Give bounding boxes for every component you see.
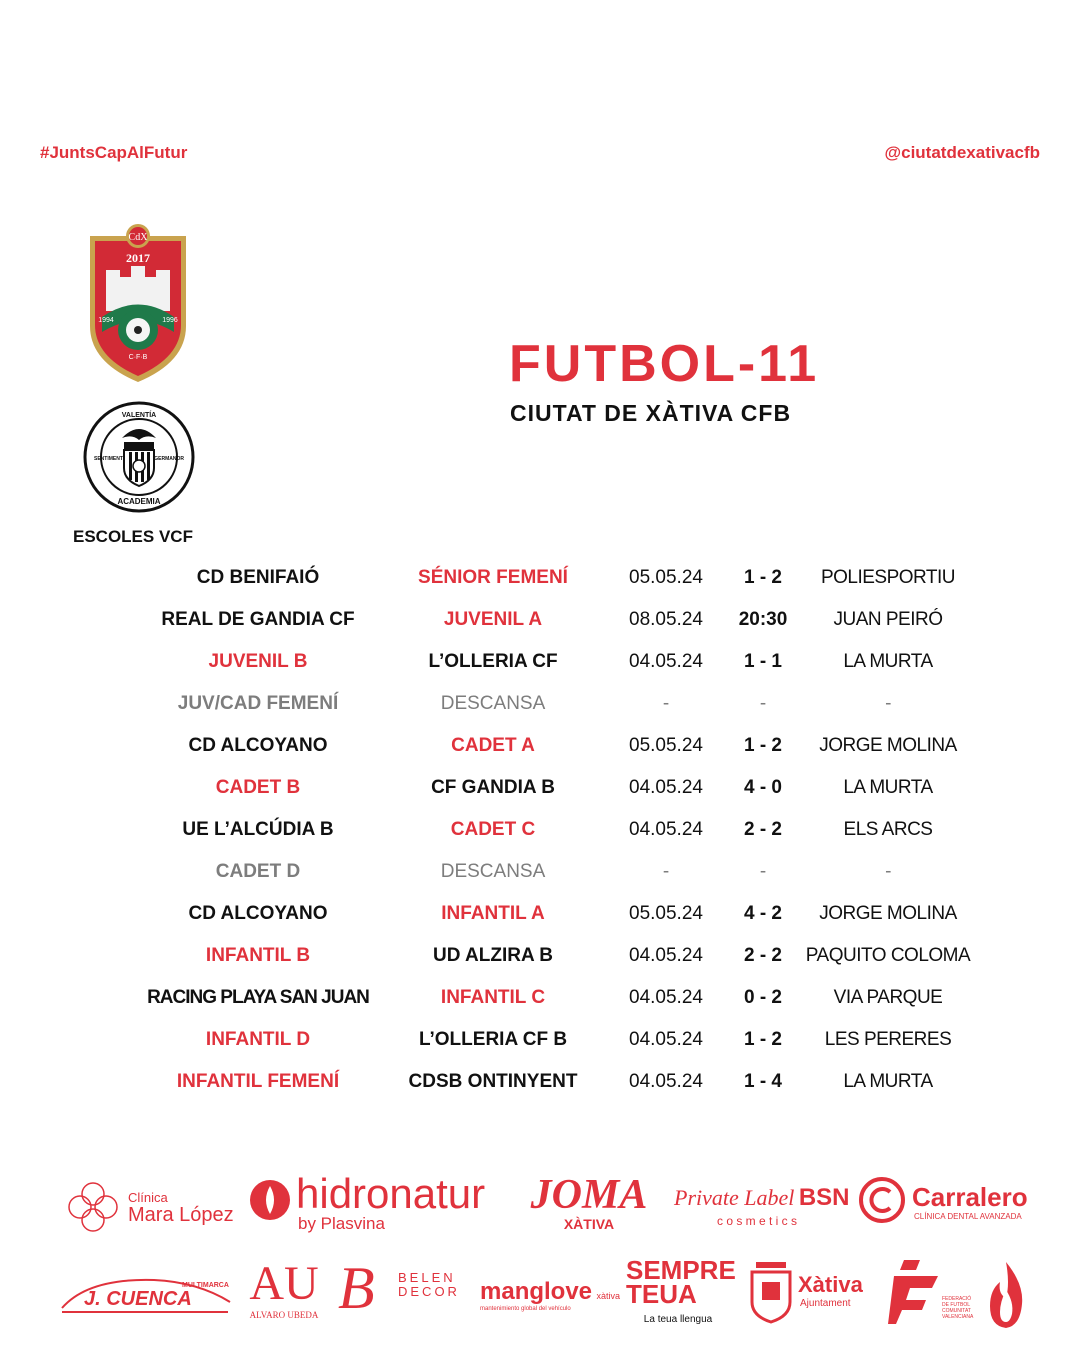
sponsor-joma-logo: JOMA XÀTIVA xyxy=(530,1172,648,1232)
match-row xyxy=(0,725,1080,767)
match-row xyxy=(0,641,1080,683)
away-team: DESCANSA xyxy=(440,861,546,882)
match-venue: POLIESPORTIU xyxy=(820,567,956,588)
match-venue: - xyxy=(885,861,891,882)
home-team: INFANTIL D xyxy=(205,1029,311,1050)
match-row xyxy=(0,1061,1080,1103)
sponsor-ffcv-logo: FEDERACIÓ DE FUTBOL COMUNITAT VALENCIANA xyxy=(888,1256,968,1326)
home-team: RACING PLAYA SAN JUAN xyxy=(147,987,369,1008)
home-team: CD ALCOYANO xyxy=(188,903,328,924)
vcf-academy-badge xyxy=(82,400,196,514)
away-team: DESCANSA xyxy=(440,693,546,714)
match-date: 04.05.24 xyxy=(629,1071,703,1092)
match-score: 4 - 0 xyxy=(743,777,783,798)
match-row xyxy=(0,977,1080,1019)
away-team: CF GANDIA B xyxy=(431,777,555,798)
match-row xyxy=(0,809,1080,851)
home-team: JUV/CAD FEMENÍ xyxy=(177,693,339,714)
sponsor-cuenca-logo: J. CUENCA MULTIMARCA xyxy=(58,1272,234,1322)
sponsor-sempre-teua-logo: SEMPRE TEUA La teua llengua xyxy=(626,1255,736,1325)
match-row xyxy=(0,1019,1080,1061)
social-handle: @ciutatdexativacfb xyxy=(884,143,1040,162)
crest-years-right: 1996 xyxy=(162,317,178,324)
match-date: 05.05.24 xyxy=(629,567,703,588)
match-score: 2 - 2 xyxy=(743,819,783,840)
match-score: 4 - 2 xyxy=(743,903,783,924)
badge-ring-bottom: ACADEMIA xyxy=(117,497,161,506)
match-date: 04.05.24 xyxy=(629,987,703,1008)
home-team: UE L’ALCÚDIA B xyxy=(182,819,334,840)
match-date: 04.05.24 xyxy=(629,651,703,672)
match-venue: LA MURTA xyxy=(843,777,933,798)
match-score: 1 - 1 xyxy=(743,651,783,672)
page-subtitle: CIUTAT DE XÀTIVA CFB xyxy=(510,400,792,426)
away-team: CDSB ONTINYENT xyxy=(408,1071,578,1092)
badge-ring-right: GERMANOR xyxy=(154,456,184,462)
sponsors-strip: Clínica Mara López hidronatur by Plasvina JOMA XÀTIVA Private Label BSN c o s m e t i c s Carralero CLÍNICA DENTAL AVANZADA J. CUENCA MULTIMARCA AU ALVARO UBEDA B BELEN DECOR manglove xàtiva mantenimiento global del vehículo SEMPRE TEUA La teua llengua Xàtiva Ajuntament FEDERACIÓ DE FUTBOL COMUNITAT VALENCIANA xyxy=(0,1160,1080,1350)
page-title: FUTBOL-11 xyxy=(509,335,820,393)
match-date: 05.05.24 xyxy=(629,735,703,756)
match-date: 08.05.24 xyxy=(629,609,703,630)
match-venue: VIA PARQUE xyxy=(833,987,943,1008)
club-crest-logo xyxy=(82,222,194,384)
flower-icon xyxy=(66,1180,120,1234)
hashtag: #JuntsCapAlFutur xyxy=(40,143,188,162)
ffcv-mark-icon xyxy=(888,1256,944,1326)
match-row xyxy=(0,683,1080,725)
sponsor-bsn-logo: Private Label BSN c o s m e t i c s xyxy=(674,1184,850,1228)
match-date: 04.05.24 xyxy=(629,945,703,966)
match-score: 2 - 2 xyxy=(743,945,783,966)
away-team: CADET A xyxy=(451,735,535,756)
sponsor-au-logo: AU ALVARO UBEDA xyxy=(249,1257,319,1320)
match-score: - xyxy=(759,861,767,882)
match-date: 04.05.24 xyxy=(629,1029,703,1050)
match-venue: LA MURTA xyxy=(843,1071,933,1092)
match-score: 0 - 2 xyxy=(743,987,783,1008)
escoles-vcf-label: ESCOLES VCF xyxy=(73,527,193,546)
match-row xyxy=(0,851,1080,893)
match-row xyxy=(0,935,1080,977)
match-date: - xyxy=(662,861,670,882)
away-team: INFANTIL C xyxy=(440,987,546,1008)
away-team: L’OLLERIA CF xyxy=(428,651,558,672)
home-team: INFANTIL FEMENÍ xyxy=(176,1071,340,1092)
crest-years-left: 1994 xyxy=(98,317,114,324)
results-table xyxy=(0,557,1080,1103)
badge-ring-top: VALENTÍA xyxy=(121,412,157,419)
match-date: 04.05.24 xyxy=(629,819,703,840)
badge-ring-left: SENTIMENT xyxy=(94,456,123,462)
away-team: CADET C xyxy=(450,819,536,840)
sponsor-belen-decor-logo: B BELEN DECOR xyxy=(338,1255,460,1321)
match-venue: JORGE MOLINA xyxy=(819,903,957,924)
match-date: 05.05.24 xyxy=(629,903,703,924)
home-team: CD ALCOYANO xyxy=(188,735,328,756)
crest-initials: C·F·B xyxy=(128,354,148,361)
away-team: SÉNIOR FEMENÍ xyxy=(418,567,568,588)
home-team: CADET D xyxy=(215,861,301,882)
match-score: 1 - 4 xyxy=(743,1071,783,1092)
home-team: CD BENIFAIÓ xyxy=(196,567,320,588)
match-venue: LA MURTA xyxy=(843,651,933,672)
sponsor-manglove-logo: manglove xàtiva mantenimiento global del vehículo xyxy=(480,1278,620,1312)
match-score: - xyxy=(759,693,767,714)
flame-icon xyxy=(984,1260,1028,1330)
away-team: INFANTIL A xyxy=(441,903,545,924)
away-team: JUVENIL A xyxy=(443,609,543,630)
sponsor-valenta-logo xyxy=(984,1260,1028,1330)
match-venue: ELS ARCS xyxy=(843,819,933,840)
match-venue: JUAN PEIRÓ xyxy=(833,609,943,630)
match-score: 20:30 xyxy=(738,609,788,630)
home-team: CADET B xyxy=(215,777,301,798)
match-row xyxy=(0,557,1080,599)
carralero-c-icon xyxy=(858,1176,906,1224)
match-venue: - xyxy=(885,693,891,714)
coat-of-arms-icon xyxy=(748,1258,794,1324)
match-venue: JORGE MOLINA xyxy=(819,735,957,756)
match-score: 1 - 2 xyxy=(743,1029,783,1050)
match-row xyxy=(0,767,1080,809)
match-date: - xyxy=(662,693,670,714)
away-team: UD ALZIRA B xyxy=(433,945,553,966)
match-venue: PAQUITO COLOMA xyxy=(805,945,971,966)
crest-year: 2017 xyxy=(126,251,150,265)
match-row xyxy=(0,599,1080,641)
home-team: INFANTIL B xyxy=(205,945,311,966)
home-team: REAL DE GANDIA CF xyxy=(161,609,355,630)
match-row xyxy=(0,893,1080,935)
match-date: 04.05.24 xyxy=(629,777,703,798)
match-score: 1 - 2 xyxy=(743,735,783,756)
home-team: JUVENIL B xyxy=(208,651,308,672)
drop-icon xyxy=(248,1178,292,1222)
away-team: L’OLLERIA CF B xyxy=(418,1029,568,1050)
crest-monogram: CdX xyxy=(128,232,148,243)
match-score: 1 - 2 xyxy=(743,567,783,588)
match-venue: LES PERERES xyxy=(824,1029,952,1050)
